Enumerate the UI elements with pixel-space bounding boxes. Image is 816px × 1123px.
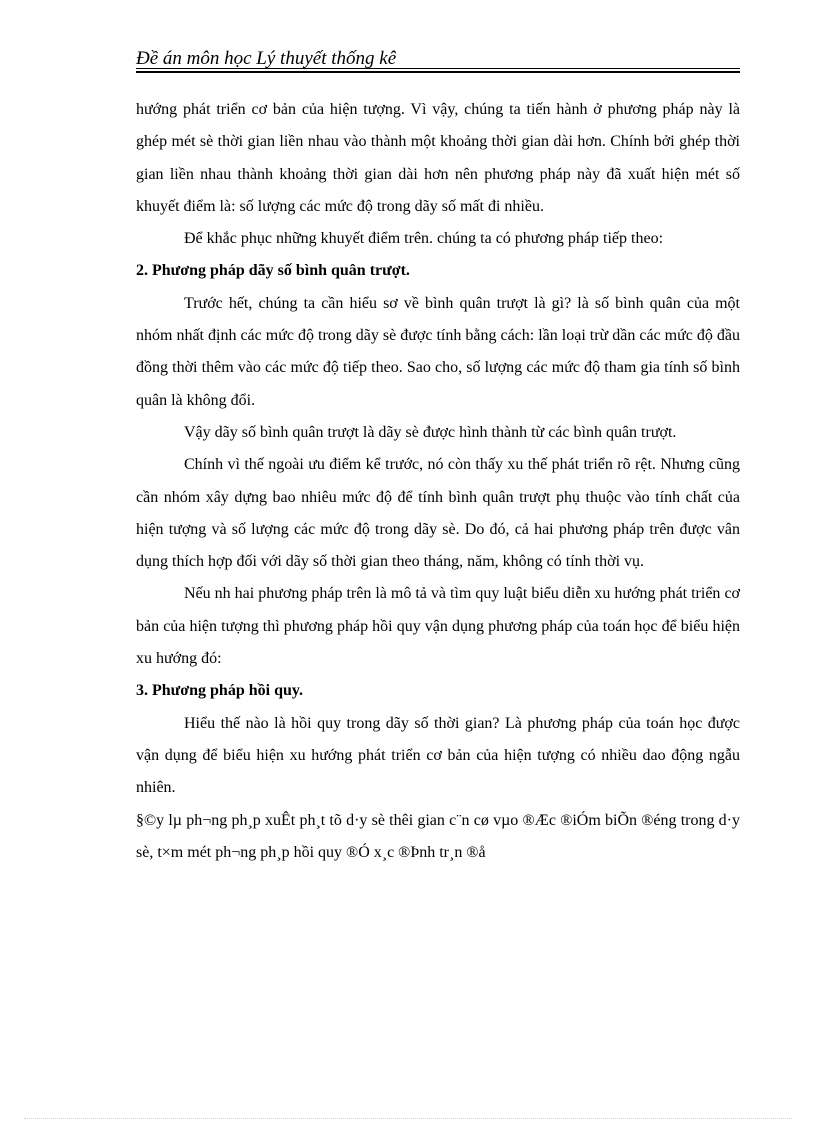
page-bottom-divider (24, 1118, 792, 1119)
paragraph-regression-definition: Hiểu thế nào là hồi quy trong dãy số thời gian? Là phương pháp của toán học được vận dụng để biểu hiện xu hướng phát triển cơ bản của hiện tượng có nhiều dao động ngẫu nhiên. (136, 714, 740, 797)
paragraph-continuation: hướng phát triển cơ bản của hiện tượng. Vì vậy, chúng ta tiến hành ở phương pháp này là ghép mét sè thời gian liền nhau vào thành một khoảng thời gian dài hơn. Chính bởi ghép thời gian liền nhau thành khoảng thời gian dài hơn nên phương pháp này đã xuất hiện mét số khuyết điểm là: số lượng các mức độ trong dãy số mất đi nhiều. (136, 101, 740, 215)
page-header (136, 48, 740, 70)
paragraph-moving-average-series: Vậy dãy số bình quân trượt là dãy sè được hình thành từ các bình quân trượt. (184, 423, 677, 441)
paragraph-moving-average-definition: Trước hết, chúng ta cần hiểu sơ về bình quân trượt là gì? là số bình quân của một nhóm nhất định các mức độ trong dãy sè được tính bằng cách: lần loại trừ dần các mức độ đầu đồng thời thêm vào các mức độ tiếp theo. Sao cho, số lượng các mức độ tham gia tính số bình quân là không đổi. (136, 294, 740, 409)
section-heading-moving-average: 2. Phương pháp dãy số bình quân trượt. (136, 262, 410, 280)
paragraph-overcome-defects: Để khắc phục những khuyết điểm trên. chúng ta có phương pháp tiếp theo: (184, 230, 664, 248)
paragraph-transition-regression: Nếu nh hai phương pháp trên là mô tả và tìm quy luật biểu diễn xu hướng phát triển cơ bản của hiện tượng thì phương pháp hồi quy vận dụng phương pháp của toán học để biểu hiện xu hướng đó: (136, 585, 740, 668)
paragraph-garbled-encoding: §©y lµ ph¬ng ph¸p xuÊt ph¸t tõ d·y sè thêi gian c¨n cø vµo ®Æc ®iÓm biÕn ®éng trong d·y sè, t×m mét ph¬ng ph¸p hồi quy ®Ó x¸c ®Þnh tr¸n ®å (136, 811, 740, 861)
document-title: Đề án môn học Lý thuyết thống kê (136, 48, 397, 69)
header-rule-thick (136, 71, 740, 73)
header-rule-thin (136, 68, 740, 69)
paragraph-advantages: Chính vì thế ngoài ưu điểm kể trước, nó còn thấy xu thế phát triển rõ rệt. Nhưng cũng cần nhóm xây dựng bao nhiêu mức độ để tính bình quân trượt phụ thuộc vào tính chất của hiện tượng và số lượng các mức độ trong dãy sè. Do đó, cả hai phương pháp trên được vân dụng thích hợp đối với dãy số thời gian theo tháng, năm, không có tính thời vụ. (136, 456, 740, 571)
section-heading-regression: 3. Phương pháp hồi quy. (136, 682, 303, 700)
document-body (136, 94, 740, 869)
